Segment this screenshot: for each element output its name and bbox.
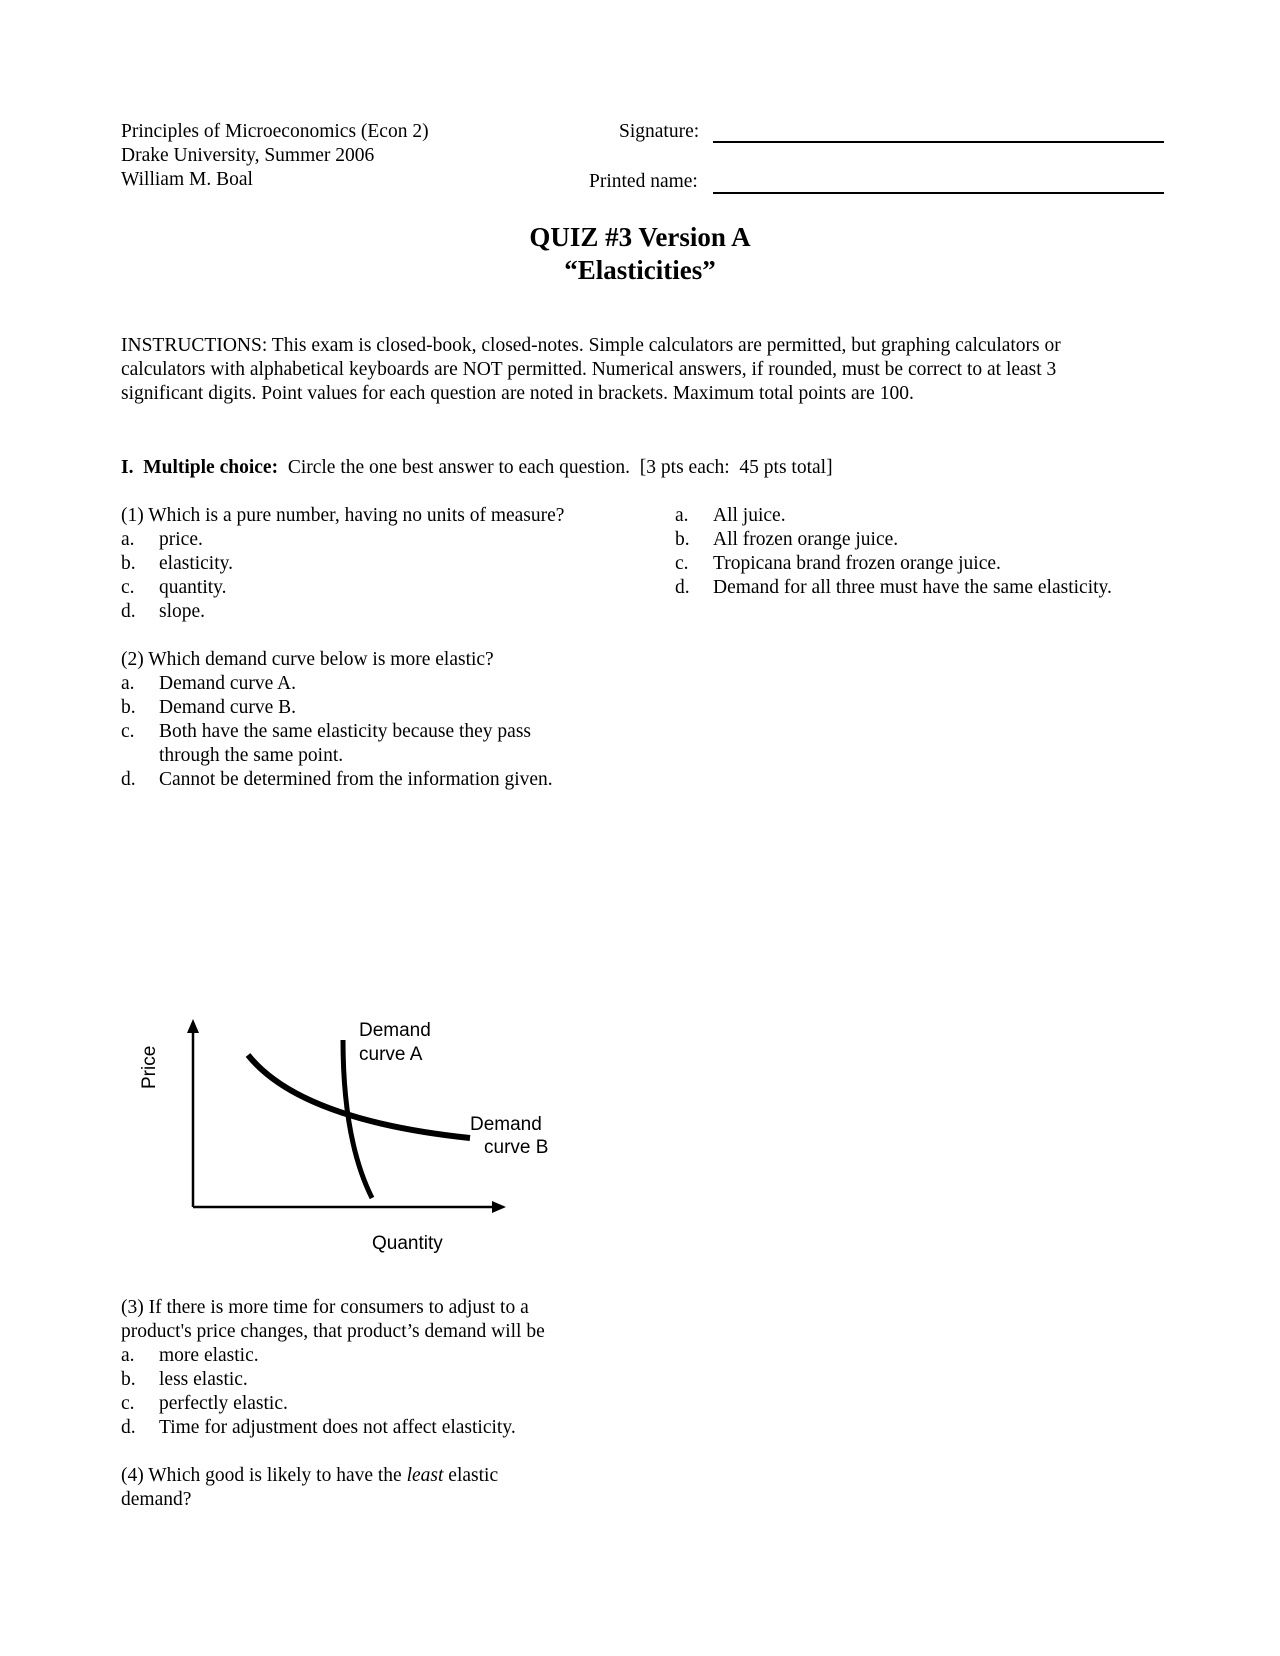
instructions-line: INSTRUCTIONS: This exam is closed-book, closed-notes. Simple calculators are permitted, but graphing calculators or bbox=[121, 335, 1061, 356]
printed-name-label: Printed name: bbox=[589, 171, 698, 192]
option-text: All frozen orange juice. bbox=[713, 529, 899, 550]
option-letter: c. bbox=[121, 577, 135, 598]
quiz-title-line1: QUIZ #3 Version A bbox=[529, 222, 751, 252]
signature-label: Signature: bbox=[619, 121, 700, 142]
question-stem: product's price changes, that product’s demand will be bbox=[121, 1321, 545, 1342]
question-3 bbox=[121, 1296, 601, 1440]
answer-option[interactable] bbox=[121, 1416, 601, 1440]
question-stem: (1) Which is a pure number, having no units of measure? bbox=[121, 505, 565, 526]
stem-text: elastic bbox=[443, 1465, 499, 1486]
instructor-name: William M. Boal bbox=[121, 169, 253, 190]
option-letter: a. bbox=[675, 505, 689, 526]
option-letter: a. bbox=[121, 529, 135, 550]
option-letter: b. bbox=[675, 529, 690, 550]
course-name: Principles of Microeconomics (Econ 2) bbox=[121, 121, 429, 142]
curve-a-label: curve A bbox=[359, 1044, 423, 1065]
answer-option[interactable] bbox=[121, 1392, 601, 1416]
option-text: Demand curve B. bbox=[159, 697, 296, 718]
option-letter: d. bbox=[121, 769, 136, 790]
option-letter: b. bbox=[121, 1369, 136, 1390]
option-text: quantity. bbox=[159, 577, 227, 598]
stem-text: (4) Which good is likely to have the bbox=[121, 1465, 407, 1486]
option-letter: a. bbox=[121, 673, 135, 694]
y-axis-arrow bbox=[187, 1019, 199, 1033]
option-letter: d. bbox=[121, 601, 136, 622]
answer-option[interactable] bbox=[121, 1344, 601, 1368]
option-letter: b. bbox=[121, 697, 136, 718]
option-text: Cannot be determined from the information given. bbox=[159, 769, 553, 790]
quiz-title-line2: “Elasticities” bbox=[564, 255, 716, 285]
curve-b-label: curve B bbox=[484, 1137, 549, 1158]
stem-emphasis: least bbox=[406, 1465, 444, 1486]
question-stem bbox=[121, 1464, 601, 1488]
option-letter: a. bbox=[121, 1345, 135, 1366]
answer-option[interactable] bbox=[121, 1368, 601, 1392]
school-term: Drake University, Summer 2006 bbox=[121, 145, 375, 166]
option-text: elasticity. bbox=[159, 553, 234, 574]
option-text: Both have the same elasticity because they pass through the same point. bbox=[159, 721, 532, 766]
option-text: Time for adjustment does not affect elasticity. bbox=[159, 1417, 516, 1438]
answer-option[interactable] bbox=[675, 576, 1195, 600]
option-text: Tropicana brand frozen orange juice. bbox=[713, 553, 1001, 574]
question-4-stem bbox=[121, 1464, 601, 1512]
question-stem: demand? bbox=[121, 1489, 192, 1510]
option-letter: b. bbox=[121, 553, 136, 574]
option-text: price. bbox=[159, 529, 203, 550]
option-text: Demand for all three must have the same elasticity. bbox=[713, 577, 1112, 598]
curve-b-label: Demand bbox=[470, 1114, 542, 1135]
x-axis-arrow bbox=[492, 1201, 506, 1213]
option-letter: c. bbox=[121, 721, 135, 742]
curve-a-label: Demand bbox=[359, 1020, 431, 1041]
option-letter: c. bbox=[675, 553, 689, 574]
section-heading-text: Circle the one best answer to each question. [3 pts each: 45 pts total] bbox=[278, 457, 833, 478]
question-stem: (3) If there is more time for consumers to adjust to a bbox=[121, 1297, 529, 1318]
instructions-line: significant digits. Point values for each question are noted in brackets. Maximum total points are 100. bbox=[121, 383, 914, 404]
demand-curve-b bbox=[248, 1055, 470, 1138]
answer-option[interactable] bbox=[675, 528, 1195, 552]
section-heading-label: I. Multiple choice: bbox=[121, 457, 279, 478]
option-text: Demand curve A. bbox=[159, 673, 296, 694]
answer-option[interactable] bbox=[675, 552, 1195, 576]
answer-option[interactable] bbox=[675, 504, 1195, 528]
option-text: perfectly elastic. bbox=[159, 1393, 288, 1414]
y-axis-label: Price bbox=[139, 1045, 160, 1089]
option-text: slope. bbox=[159, 601, 206, 622]
option-letter: c. bbox=[121, 1393, 135, 1414]
option-text: All juice. bbox=[713, 505, 786, 526]
question-4-options bbox=[675, 504, 1195, 600]
instructions-line: calculators with alphabetical keyboards are NOT permitted. Numerical answers, if rounded, must be correct to at least 3 bbox=[121, 359, 1057, 380]
x-axis-label: Quantity bbox=[372, 1233, 443, 1254]
question-stem: (2) Which demand curve below is more elastic? bbox=[121, 649, 494, 670]
option-text: less elastic. bbox=[159, 1369, 248, 1390]
option-text: more elastic. bbox=[159, 1345, 259, 1366]
option-letter: d. bbox=[675, 577, 690, 598]
option-letter: d. bbox=[121, 1417, 136, 1438]
